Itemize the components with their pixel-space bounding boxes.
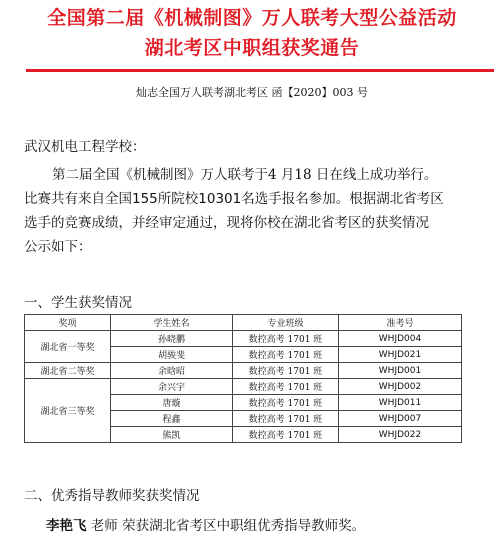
- award-cell: 湖北省二等奖: [25, 363, 111, 379]
- intro-line-2-a: 比赛共有来自全国: [24, 191, 132, 207]
- table-header-row: [25, 315, 462, 331]
- award-cell: 湖北省三等奖: [25, 379, 111, 443]
- class-name: 数控高考 1701 班: [233, 395, 339, 411]
- section-2-heading: 二、优秀指导教师奖获奖情况: [24, 488, 200, 504]
- exam-id: WHJD004: [339, 331, 462, 347]
- title-line-2: 湖北考区中职组获奖通告: [144, 37, 360, 59]
- intro-line-2-b: 所院校: [157, 191, 199, 207]
- student-name: 余晗昭: [111, 363, 233, 379]
- col-header-award: 奖项: [25, 315, 111, 331]
- award-cell: 湖北省一等奖: [25, 331, 111, 363]
- intro-line-2: [24, 187, 484, 211]
- title-line-1: 全国第二届《机械制图》万人联考大型公益活动: [47, 7, 457, 29]
- col-header-id: 准考号: [339, 315, 462, 331]
- student-name: 程鑫: [111, 411, 233, 427]
- school-count: 155: [132, 191, 158, 207]
- table-row: [25, 379, 462, 395]
- table-row: [25, 363, 462, 379]
- student-name: 胡骏斐: [111, 347, 233, 363]
- teacher-award-text: 老师 荣获湖北省考区中职组优秀指导教师奖。: [86, 518, 366, 534]
- table-row: [25, 331, 462, 347]
- addressee: 武汉机电工程学校：: [24, 139, 146, 155]
- col-header-class: 专业班级: [233, 315, 339, 331]
- class-name: 数控高考 1701 班: [233, 427, 339, 443]
- intro-paragraph: [24, 163, 484, 259]
- exam-id: WHJD011: [339, 395, 462, 411]
- student-name: 唐璇: [111, 395, 233, 411]
- intro-line-2-c: 名选手报名参加。根据湖北省考区: [241, 191, 444, 207]
- intro-line-4: 公示如下：: [24, 239, 92, 255]
- student-name: 孙晓鹏: [111, 331, 233, 347]
- student-name: 熊凯: [111, 427, 233, 443]
- class-name: 数控高考 1701 班: [233, 379, 339, 395]
- document-number: 灿志全国万人联考湖北考区 函【2020】003 号: [136, 86, 368, 99]
- exam-id: WHJD001: [339, 363, 462, 379]
- class-name: 数控高考 1701 班: [233, 411, 339, 427]
- exam-id: WHJD002: [339, 379, 462, 395]
- intro-line-1: 第二届全国《机械制图》万人联考于4 月18 日在线上成功举行。: [52, 167, 438, 183]
- student-name: 余兴宇: [111, 379, 233, 395]
- class-name: 数控高考 1701 班: [233, 331, 339, 347]
- teacher-award-line: [46, 514, 365, 534]
- teacher-name: 李艳飞: [46, 518, 87, 534]
- exam-id: WHJD022: [339, 427, 462, 443]
- red-divider: [26, 69, 494, 72]
- participant-count: 10301: [198, 191, 242, 207]
- class-name: 数控高考 1701 班: [233, 347, 339, 363]
- exam-id: WHJD021: [339, 347, 462, 363]
- class-name: 数控高考 1701 班: [233, 363, 339, 379]
- intro-line-3: 选手的竞赛成绩，并经审定通过，现将你校在湖北省考区的获奖情况: [24, 215, 429, 231]
- col-header-name: 学生姓名: [111, 315, 233, 331]
- section-1-heading: 一、学生获奖情况: [24, 295, 132, 311]
- exam-id: WHJD007: [339, 411, 462, 427]
- student-awards-table: [24, 314, 462, 443]
